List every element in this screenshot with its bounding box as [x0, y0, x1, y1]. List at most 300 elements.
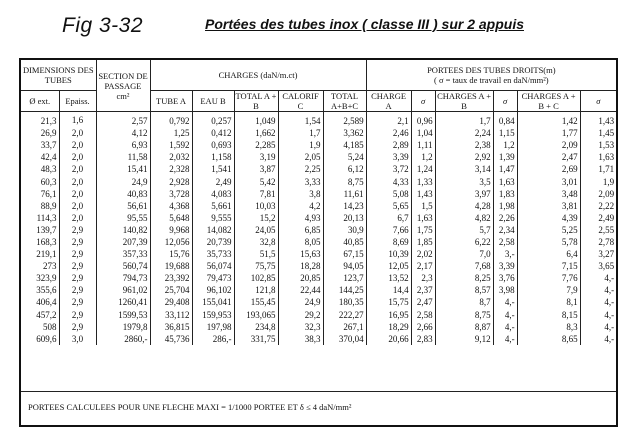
table-cell: 11,58 — [96, 151, 150, 163]
figure-title: Portées des tubes inox ( classe III ) sur 2 appuis — [205, 16, 524, 32]
table-cell: 21,3 — [40, 116, 57, 127]
table-cell: 406,4 — [36, 297, 57, 308]
table-cell: 4,2 — [278, 200, 323, 212]
table-cell: 8,65 — [517, 333, 580, 345]
table-cell: 1,83 — [493, 188, 517, 200]
table-cell: 2,66 — [411, 321, 435, 333]
table-cell: 286,- — [192, 333, 234, 345]
table-cell: 3,- — [493, 248, 517, 260]
table-cell: 7,68 — [435, 260, 493, 272]
table-cell: 2,49 — [192, 175, 234, 187]
footer-note: PORTEES CALCULEES POUR UNE FLECHE MAXI = 1/1000 PORTEE ET δ ≤ 4 daN/mm² — [28, 402, 352, 412]
table-cell: 6,12 — [323, 163, 366, 175]
table-cell: 267,1 — [323, 321, 366, 333]
table-cell: 1,98 — [493, 200, 517, 212]
table-row — [21, 272, 616, 284]
table-cell: 123,7 — [323, 272, 366, 284]
table-cell: 1,25 — [150, 127, 192, 139]
table-cell: 3,14 — [435, 163, 493, 175]
table-cell: 9,555 — [192, 212, 234, 224]
table-cell: 33,112 — [150, 309, 192, 321]
table-cell: 2,0 — [59, 200, 96, 212]
table-cell: 40,85 — [323, 236, 366, 248]
table-cell: 1,6 — [59, 112, 96, 128]
table-cell: 5,25 — [517, 224, 580, 236]
table-cell: 8,25 — [435, 272, 493, 284]
table-cell: 1,77 — [517, 127, 580, 139]
table-cell: 1,04 — [411, 127, 435, 139]
table-cell: 222,27 — [323, 309, 366, 321]
table-row — [21, 188, 616, 200]
table-cell: 2,0 — [59, 127, 96, 139]
table-cell: 29,408 — [150, 296, 192, 308]
spans-table — [21, 60, 616, 345]
table-cell: 1,63 — [580, 151, 616, 163]
table-row — [21, 200, 616, 212]
table-cell: 357,33 — [96, 248, 150, 260]
table-row — [21, 224, 616, 236]
table-cell: 5,7 — [435, 224, 493, 236]
table-cell: 67,15 — [323, 248, 366, 260]
table-cell: 10,03 — [234, 200, 278, 212]
table-cell: 4,- — [580, 333, 616, 345]
table-cell: 32,8 — [234, 236, 278, 248]
table-cell: 323,9 — [36, 273, 57, 284]
table-cell: 20,66 — [366, 333, 411, 345]
col-header-charges-ab: CHARGES A + B — [435, 91, 493, 112]
table-cell: 14,082 — [192, 224, 234, 236]
table-cell: 139,7 — [36, 224, 57, 235]
table-cell: 2,26 — [493, 212, 517, 224]
table-cell: 2,47 — [517, 151, 580, 163]
col-header-sigma-ab: σ — [493, 91, 517, 112]
table-cell: 2,58 — [493, 236, 517, 248]
table-cell: 25,704 — [150, 284, 192, 296]
table-cell: 8,75 — [435, 309, 493, 321]
table-cell: 4,- — [493, 296, 517, 308]
table-cell: 45,736 — [150, 333, 192, 345]
table-cell: 7,0 — [435, 248, 493, 260]
table-cell: 273 — [43, 261, 57, 272]
table-cell: 30,9 — [323, 224, 366, 236]
table-cell: 168,3 — [36, 236, 57, 247]
table-row — [21, 260, 616, 272]
table-cell: 3,33 — [278, 175, 323, 187]
table-cell: 2,0 — [59, 151, 96, 163]
table-cell: 23,392 — [150, 272, 192, 284]
table-cell: 370,04 — [323, 333, 366, 345]
table-cell: 2,0 — [59, 139, 96, 151]
table-cell: 1,42 — [517, 112, 580, 128]
table-cell: 0,84 — [493, 112, 517, 128]
table-cell: 9,12 — [435, 333, 493, 345]
table-cell: 38,3 — [278, 333, 323, 345]
table-cell: 2,032 — [150, 151, 192, 163]
table-cell: 102,85 — [234, 272, 278, 284]
table-cell: 8,87 — [435, 321, 493, 333]
col-header-sigma-a: σ — [411, 91, 435, 112]
table-cell: 1,9 — [580, 175, 616, 187]
table-cell: 1,662 — [234, 127, 278, 139]
table-cell: 24,05 — [234, 224, 278, 236]
table-cell: 4,185 — [323, 139, 366, 151]
table-cell: 3,39 — [493, 260, 517, 272]
table-cell: 24,9 — [278, 296, 323, 308]
table-cell: 12,05 — [366, 260, 411, 272]
table-cell: 355,6 — [36, 285, 57, 296]
table-row — [21, 163, 616, 175]
section-header: SECTION DE PASSAGE cm² — [96, 60, 150, 112]
table-cell: 1,71 — [580, 163, 616, 175]
table-cell: 14,23 — [323, 200, 366, 212]
table-cell: 76,1 — [40, 188, 57, 199]
table-cell: 2,55 — [580, 224, 616, 236]
table-cell: 3,728 — [150, 188, 192, 200]
table-cell: 8,69 — [366, 236, 411, 248]
table-cell: 2,1 — [366, 112, 411, 128]
table-cell: 2,328 — [150, 163, 192, 175]
table-cell: 155,041 — [192, 296, 234, 308]
table-cell: 20,739 — [192, 236, 234, 248]
table-cell: 4,82 — [435, 212, 493, 224]
table-cell: 2,46 — [366, 127, 411, 139]
table-cell: 0,257 — [192, 112, 234, 128]
table-cell: 0,693 — [192, 139, 234, 151]
table-cell: 2,37 — [411, 284, 435, 296]
table-cell: 1,63 — [411, 212, 435, 224]
table-cell: 2,9 — [59, 224, 96, 236]
table-cell: 1,11 — [411, 139, 435, 151]
col-header-charge-a: CHARGE A — [366, 91, 411, 112]
table-cell: 5,78 — [517, 236, 580, 248]
table-cell: 0,792 — [150, 112, 192, 128]
table-cell: 3,72 — [366, 163, 411, 175]
table-cell: 13,52 — [366, 272, 411, 284]
table-cell: 24,9 — [96, 175, 150, 187]
table-cell: 1,85 — [411, 236, 435, 248]
table-cell: 6,4 — [517, 248, 580, 260]
table-cell: 20,85 — [278, 272, 323, 284]
table-cell: 15,63 — [278, 248, 323, 260]
table-cell: 2,38 — [435, 139, 493, 151]
table-cell: 1,541 — [192, 163, 234, 175]
col-header-charges-abc: CHARGES A + B + C — [517, 91, 580, 112]
table-cell: 219,1 — [36, 249, 57, 260]
table-cell: 2,9 — [59, 296, 96, 308]
table-cell: 4,- — [493, 309, 517, 321]
table-cell: 19,688 — [150, 260, 192, 272]
table-cell: 6,85 — [278, 224, 323, 236]
table-cell: 3,362 — [323, 127, 366, 139]
table-cell: 2860,- — [96, 333, 150, 345]
table-cell: 1599,53 — [96, 309, 150, 321]
table-cell: 6,93 — [96, 139, 150, 151]
table-cell: 3,97 — [435, 188, 493, 200]
table-cell: 5,24 — [323, 151, 366, 163]
table-cell: 114,3 — [36, 212, 57, 223]
portees-title: PORTEES DES TUBES DROITS(m) — [427, 65, 556, 75]
table-cell: 4,- — [493, 333, 517, 345]
table-cell: 2,57 — [96, 112, 150, 128]
table-cell: 6,22 — [435, 236, 493, 248]
table-cell: 7,9 — [517, 284, 580, 296]
table-cell: 8,1 — [517, 296, 580, 308]
table-cell: 2,34 — [493, 224, 517, 236]
figure-label: Fig 3-32 — [62, 14, 144, 37]
table-cell: 234,8 — [234, 321, 278, 333]
col-header-total-abc: TOTAL A+B+C — [323, 91, 366, 112]
table-cell: 94,05 — [323, 260, 366, 272]
table-cell: 2,3 — [411, 272, 435, 284]
table-cell: 3,27 — [580, 248, 616, 260]
table-cell: 8,3 — [517, 321, 580, 333]
table-cell: 36,815 — [150, 321, 192, 333]
table-row — [21, 175, 616, 187]
table-row — [21, 236, 616, 248]
table-row — [21, 212, 616, 224]
table-cell: 961,02 — [96, 284, 150, 296]
table-row — [21, 127, 616, 139]
table-cell: 5,661 — [192, 200, 234, 212]
table-cell: 3,0 — [59, 333, 96, 345]
footer-divider — [21, 391, 616, 392]
table-row — [21, 151, 616, 163]
table-cell: 2,9 — [59, 260, 96, 272]
table-cell: 60,3 — [40, 176, 57, 187]
table-cell: 3,65 — [580, 260, 616, 272]
table-cell: 56,074 — [192, 260, 234, 272]
table-cell: 1,63 — [493, 175, 517, 187]
table-cell: 5,08 — [366, 188, 411, 200]
table-cell: 4,- — [580, 296, 616, 308]
table-cell: 2,9 — [59, 272, 96, 284]
table-cell: 48,3 — [40, 164, 57, 175]
table-cell: 159,953 — [192, 309, 234, 321]
col-header-sigma-abc: σ — [580, 91, 616, 112]
table-cell: 2,47 — [411, 296, 435, 308]
table-cell: 11,61 — [323, 188, 366, 200]
table-cell: 1,54 — [278, 112, 323, 128]
table-cell: 8,57 — [435, 284, 493, 296]
table-cell: 4,- — [493, 321, 517, 333]
table-cell: 2,09 — [517, 139, 580, 151]
table-cell: 1,2 — [411, 151, 435, 163]
table-cell: 1,592 — [150, 139, 192, 151]
table-cell: 8,15 — [517, 309, 580, 321]
table-cell: 15,75 — [366, 296, 411, 308]
table-body — [21, 112, 616, 345]
table-cell: 560,74 — [96, 260, 150, 272]
table-cell: 95,55 — [96, 212, 150, 224]
table-cell: 2,22 — [580, 200, 616, 212]
table-cell: 2,9 — [59, 309, 96, 321]
table-cell: 1,5 — [411, 200, 435, 212]
table-row — [21, 296, 616, 308]
table-cell: 207,39 — [96, 236, 150, 248]
table-cell: 15,2 — [234, 212, 278, 224]
table-cell: 4,- — [580, 272, 616, 284]
table-cell: 4,- — [580, 321, 616, 333]
col-header-eau: EAU B — [192, 91, 234, 112]
table-cell: 7,15 — [517, 260, 580, 272]
table-cell: 40,83 — [96, 188, 150, 200]
table-row — [21, 139, 616, 151]
table-cell: 1,9 — [278, 139, 323, 151]
table-cell: 2,24 — [435, 127, 493, 139]
col-header-calorif: CALORIF C — [278, 91, 323, 112]
table-cell: 2,9 — [59, 236, 96, 248]
table-cell: 1,2 — [493, 139, 517, 151]
table-cell: 3,98 — [493, 284, 517, 296]
table-cell: 1,39 — [493, 151, 517, 163]
table-cell: 1,049 — [234, 112, 278, 128]
table-cell: 4,28 — [435, 200, 493, 212]
col-header-total-ab: TOTAL A + B — [235, 91, 277, 111]
table-cell: 1,33 — [411, 175, 435, 187]
table-cell: 2,0 — [59, 188, 96, 200]
table-cell: 2,58 — [411, 309, 435, 321]
table-cell: 1,15 — [493, 127, 517, 139]
table-cell: 22,44 — [278, 284, 323, 296]
table-cell: 32,3 — [278, 321, 323, 333]
table-cell: 121,8 — [234, 284, 278, 296]
table-cell: 7,66 — [366, 224, 411, 236]
table-cell: 3,48 — [517, 188, 580, 200]
table-cell: 4,39 — [517, 212, 580, 224]
table-cell: 5,42 — [234, 175, 278, 187]
table-cell: 180,35 — [323, 296, 366, 308]
table-cell: 1,43 — [580, 112, 616, 128]
table-cell: 2,9 — [59, 284, 96, 296]
table-cell: 5,65 — [366, 200, 411, 212]
table-cell: 8,05 — [278, 236, 323, 248]
charges-header: CHARGES (daN/m.ct) — [150, 60, 366, 91]
table-cell: 0,412 — [192, 127, 234, 139]
table-cell: 96,102 — [192, 284, 234, 296]
table-cell: 10,39 — [366, 248, 411, 260]
table-cell: 2,83 — [411, 333, 435, 345]
table-cell: 1,24 — [411, 163, 435, 175]
table-cell: 197,98 — [192, 321, 234, 333]
table-cell: 2,92 — [435, 151, 493, 163]
table-cell: 2,17 — [411, 260, 435, 272]
table-cell: 3,81 — [517, 200, 580, 212]
table-cell: 88,9 — [40, 200, 57, 211]
table-cell: 33,7 — [40, 140, 57, 151]
table-cell: 9,968 — [150, 224, 192, 236]
table-cell: 1,75 — [411, 224, 435, 236]
table-cell: 16,95 — [366, 309, 411, 321]
table-cell: 794,73 — [96, 272, 150, 284]
table-row — [21, 333, 616, 345]
dimensions-header: DIMENSIONS DES TUBES — [21, 60, 96, 91]
table-cell: 3,76 — [493, 272, 517, 284]
table-cell: 3,5 — [435, 175, 493, 187]
table-cell: 1,158 — [192, 151, 234, 163]
table-cell: 4,12 — [96, 127, 150, 139]
table-row — [21, 284, 616, 296]
table-row — [21, 112, 616, 128]
table-cell: 140,82 — [96, 224, 150, 236]
table-cell: 2,9 — [59, 321, 96, 333]
table-cell: 3,01 — [517, 175, 580, 187]
table-cell: 42,4 — [40, 152, 57, 163]
table-cell: 4,93 — [278, 212, 323, 224]
table-cell: 144,25 — [323, 284, 366, 296]
table-cell: 20,13 — [323, 212, 366, 224]
table-row — [21, 248, 616, 260]
table-cell: 2,89 — [366, 139, 411, 151]
table-cell: 6,7 — [366, 212, 411, 224]
table-cell: 2,0 — [59, 163, 96, 175]
table-cell: 457,2 — [36, 309, 57, 320]
table-cell: 1,7 — [435, 112, 493, 128]
table-cell: 18,29 — [366, 321, 411, 333]
table-cell: 8,7 — [435, 296, 493, 308]
table-cell: 26,9 — [40, 128, 57, 139]
table-cell: 331,75 — [234, 333, 278, 345]
table-cell: 1,7 — [278, 127, 323, 139]
table-cell: 75,75 — [234, 260, 278, 272]
table-cell: 12,056 — [150, 236, 192, 248]
table-cell: 15,41 — [96, 163, 150, 175]
table-cell: 3,8 — [278, 188, 323, 200]
table-cell: 5,648 — [150, 212, 192, 224]
table-cell: 2,928 — [150, 175, 192, 187]
table-cell: 4,- — [580, 284, 616, 296]
table-cell: 2,05 — [278, 151, 323, 163]
table-cell: 1,53 — [580, 139, 616, 151]
table-cell: 2,9 — [59, 248, 96, 260]
table-cell: 1979,8 — [96, 321, 150, 333]
table-cell: 15,76 — [150, 248, 192, 260]
table-cell: 193,065 — [234, 309, 278, 321]
table-cell: 609,6 — [36, 333, 57, 344]
table-cell: 2,69 — [517, 163, 580, 175]
col-header-diameter: Ø ext. — [21, 91, 59, 112]
table-cell: 2,02 — [411, 248, 435, 260]
col-header-tube: TUBE A — [150, 91, 192, 112]
table-cell: 4,083 — [192, 188, 234, 200]
table-cell: 2,589 — [323, 112, 366, 128]
table-row — [21, 309, 616, 321]
table-cell: 2,49 — [580, 212, 616, 224]
table-cell: 3,19 — [234, 151, 278, 163]
table-cell: 2,0 — [59, 175, 96, 187]
table-row — [21, 321, 616, 333]
table-cell: 29,2 — [278, 309, 323, 321]
table-cell: 4,368 — [150, 200, 192, 212]
table-cell: 0,96 — [411, 112, 435, 128]
table-cell: 1,43 — [411, 188, 435, 200]
table-cell: 3,87 — [234, 163, 278, 175]
table-cell: 1260,41 — [96, 296, 150, 308]
table-cell: 3,39 — [366, 151, 411, 163]
table-cell: 2,78 — [580, 236, 616, 248]
table-cell: 79,473 — [192, 272, 234, 284]
table-cell: 56,61 — [96, 200, 150, 212]
table-cell: 18,28 — [278, 260, 323, 272]
portees-header — [366, 60, 616, 91]
col-header-thickness: Epaiss. — [59, 91, 96, 112]
table-cell: 155,45 — [234, 296, 278, 308]
table-cell: 8,75 — [323, 175, 366, 187]
table-cell: 2,285 — [234, 139, 278, 151]
table-cell: 1,47 — [493, 163, 517, 175]
table-cell: 2,25 — [278, 163, 323, 175]
table-cell: 2,09 — [580, 188, 616, 200]
table-cell: 4,- — [580, 309, 616, 321]
